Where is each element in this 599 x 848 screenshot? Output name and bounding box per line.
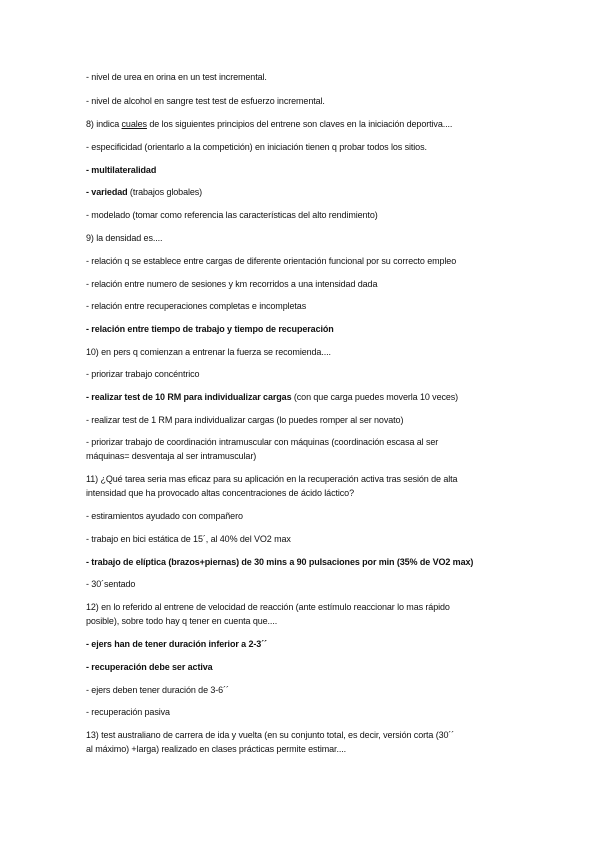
question-12: 12) en lo referido al entrene de velocidad de reacción (ante estímulo reaccionar lo mas rápido: [86, 602, 450, 612]
question-13-cont: al máximo) +larga) realizado en clases prácticas permite estimar....: [86, 744, 347, 754]
option-line: - recuperación pasiva: [86, 707, 170, 717]
bold-span: - realizar test de 10 RM para individualizar cargas: [86, 392, 292, 402]
underlined-word: cuales: [121, 119, 147, 129]
question-13: 13) test australiano de carrera de ida y vuelta (en su conjunto total, es decir, versión corta (30´´: [86, 730, 455, 740]
option-line: - ejers deben tener duración de 3-6´´: [86, 685, 229, 695]
option-line: - estiramientos ayudado con compañero: [86, 511, 243, 521]
text-span: (trabajos globales): [127, 187, 203, 197]
question-11-cont: intensidad que ha provocado altas concentraciones de ácido láctico?: [86, 488, 354, 498]
option-line: - realizar test de 1 RM para individualizar cargas (lo puedes romper al ser novato): [86, 415, 404, 425]
option-line: - priorizar trabajo de coordinación intramuscular con máquinas (coordinación escasa al ser: [86, 437, 439, 447]
option-line: - relación entre numero de sesiones y km recorridos a una intensidad dada: [86, 279, 378, 289]
option-line-correct: [86, 186, 202, 198]
option-line-correct: [86, 391, 458, 403]
option-line-cont: máquinas= desventaja al ser intramuscular): [86, 451, 257, 461]
option-line-correct: - multilateralidad: [86, 165, 157, 175]
text-line: - nivel de urea en orina en un test incremental.: [86, 72, 267, 82]
question-10: 10) en pers q comienzan a entrenar la fuerza se recomienda....: [86, 347, 331, 357]
text-span: de los siguientes principios del entrene son claves en la iniciación deportiva....: [146, 119, 453, 129]
option-line-correct: - relación entre tiempo de trabajo y tiempo de recuperación: [86, 324, 334, 334]
option-line: - modelado (tomar como referencia las características del alto rendimiento): [86, 210, 378, 220]
question-11: 11) ¿Qué tarea seria mas eficaz para su aplicación en la recuperación activa tras sesión de alta: [86, 474, 458, 484]
option-line: - especificidad (orientarlo a la competición) en iniciación tienen q probar todos los sitios.: [86, 142, 427, 152]
option-line: - priorizar trabajo concéntrico: [86, 369, 200, 379]
option-line-correct: - ejers han de tener duración inferior a 2-3´´: [86, 639, 267, 649]
option-line-correct: - recuperación debe ser activa: [86, 662, 213, 672]
option-line: - 30´sentado: [86, 579, 136, 589]
option-line-correct: - trabajo de elíptica (brazos+piernas) de 30 mins a 90 pulsaciones por min (35% de VO2 max): [86, 557, 474, 567]
option-line: - relación entre recuperaciones completas e incompletas: [86, 301, 307, 311]
text-span: (con que carga puedes moverla 10 veces): [291, 392, 459, 402]
bold-span: - variedad: [86, 187, 128, 197]
question-12-cont: posible), sobre todo hay q tener en cuenta que....: [86, 616, 278, 626]
question-9: 9) la densidad es....: [86, 233, 163, 243]
option-line: - trabajo en bici estática de 15´, al 40% del VO2 max: [86, 534, 291, 544]
question-8: [86, 118, 452, 130]
option-line: - relación q se establece entre cargas de diferente orientación funcional por su correcto empleo: [86, 256, 457, 266]
text-line: - nivel de alcohol en sangre test test de esfuerzo incremental.: [86, 96, 325, 106]
text-span: 8) indica: [86, 119, 122, 129]
